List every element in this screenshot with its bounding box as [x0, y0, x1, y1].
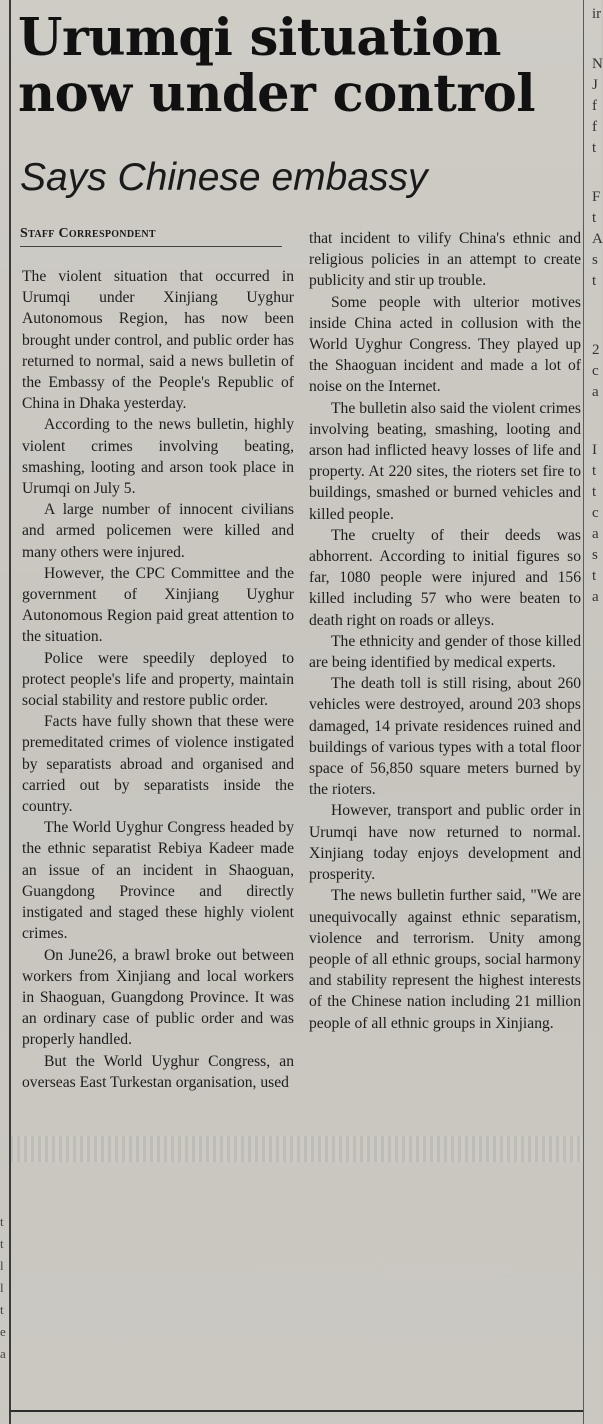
- paragraph: Some people with ulterior motives inside China acted in collusion with the World Uyghur Congress. They played up the Shaoguan incident and made a lot of noise on the Internet.: [309, 293, 581, 396]
- right-column-rule: [583, 0, 584, 1424]
- paragraph: Facts have fully shown that these were premeditated crimes of violence instigated by separatists abroad and organised and carried out by separatists inside the country.: [22, 713, 294, 816]
- article-column-1: [22, 266, 294, 1093]
- edge-fragment: t: [0, 1236, 4, 1251]
- edge-fragment: t: [592, 210, 597, 226]
- paragraph: The ethnicity and gender of those killed are being identified by medical experts.: [309, 632, 581, 672]
- edge-fragment: f: [592, 119, 597, 135]
- edge-fragment: t: [0, 1302, 4, 1317]
- edge-fragment: e: [0, 1324, 6, 1339]
- article-column-2: [309, 228, 581, 1034]
- paragraph: The death toll is still rising, about 260 vehicles were destroyed, around 203 shops damaged, 14 private residences ruined and buildings of various types with a total floor space of 56,850 square meters burned by the rioters.: [309, 675, 581, 799]
- edge-fragment: 2: [592, 342, 600, 358]
- paragraph: However, the CPC Committee and the government of Xinjiang Uyghur Autonomous Region paid great attention to the situation.: [22, 564, 294, 646]
- paragraph: The news bulletin further said, "We are unequivocally against ethnic separatism, violence and terrorism. Unity among people of all ethnic groups, social harmony and stability represent the highest interests of the Chinese nation including 21 million people of all ethnic groups in Xinjiang.: [309, 887, 581, 1032]
- edge-fragment: ir: [592, 6, 602, 22]
- paper-crease: [10, 1136, 583, 1162]
- edge-fragment: l: [0, 1258, 4, 1273]
- edge-fragment: a: [592, 589, 599, 605]
- edge-fragment: a: [0, 1346, 6, 1361]
- edge-fragment: a: [592, 526, 599, 542]
- edge-fragment: a: [592, 384, 599, 400]
- headline-subtitle: Says Chinese embassy: [20, 156, 428, 199]
- edge-fragment: s: [592, 547, 598, 563]
- paragraph: However, transport and public order in Urumqi have now returned to normal. Xinjiang today enjoys development and prosperity.: [309, 802, 581, 884]
- paragraph: that incident to vilify China's ethnic and religious policies in an attempt to create publicity and stir up trouble.: [309, 230, 581, 290]
- bottom-rule: [10, 1410, 583, 1412]
- edge-fragment: c: [592, 505, 599, 521]
- edge-fragment: F: [592, 189, 601, 205]
- paragraph: But the World Uyghur Congress, an overseas East Turkestan organisation, used: [22, 1052, 294, 1091]
- edge-fragment: s: [592, 252, 598, 268]
- headline-title: Urumqi situation now under control: [18, 8, 536, 124]
- paragraph: The violent situation that occurred in Urumqi under Xinjiang Uyghur Autonomous Region, has now been brought under control, and public order has returned to normal, said a news bulletin of the Embassy of the People's Republic of China in Dhaka yesterday.: [22, 268, 294, 413]
- paragraph: On June26, a brawl broke out between workers from Xinjiang and local workers in Shaoguan, Guangdong Province. It was an ordinary case of public order and was properly handled.: [22, 946, 294, 1049]
- paragraph: The bulletin also said the violent crimes involving beating, smashing, looting and arson had inflicted heavy losses of life and property. At 220 sites, the rioters set fire to buildings, smashed or burned vehicles and killed people.: [309, 399, 581, 523]
- paragraph: The cruelty of their deeds was abhorrent. According to initial figures so far, 1080 people were injured and 156 killed including 57 who were beaten to death right on roads or alleys.: [309, 526, 581, 629]
- paragraph: Police were speedily deployed to protect people's life and property, maintain social stability and restore public order.: [22, 649, 294, 710]
- paragraph: According to the news bulletin, highly violent crimes involving beating, smashing, looting and arson took place in Urumqi on July 5.: [22, 416, 294, 498]
- edge-fragment: t: [592, 140, 597, 156]
- left-column-rule: [9, 0, 11, 1424]
- paragraph: The World Uyghur Congress headed by the ethnic separatist Rebiya Kadeer made an issue of an incident in Shaoguan, Guangdong Province and directly instigated and staged these highly violent crimes.: [22, 819, 294, 943]
- edge-fragment: N: [592, 56, 603, 72]
- edge-fragment: t: [592, 463, 597, 479]
- edge-fragment: J: [592, 77, 598, 93]
- edge-fragment: I: [592, 442, 597, 458]
- edge-fragment: c: [592, 363, 599, 379]
- byline: Staff Correspondent: [20, 226, 282, 247]
- edge-fragment: t: [592, 484, 597, 500]
- paragraph: A large number of innocent civilians and armed policemen were killed and many others were injured.: [22, 501, 294, 561]
- edge-fragment: f: [592, 98, 597, 114]
- edge-fragment: t: [592, 568, 597, 584]
- edge-fragment: t: [0, 1214, 4, 1229]
- edge-fragment: t: [592, 273, 597, 289]
- edge-fragment: l: [0, 1280, 4, 1295]
- edge-fragment: A: [592, 231, 603, 247]
